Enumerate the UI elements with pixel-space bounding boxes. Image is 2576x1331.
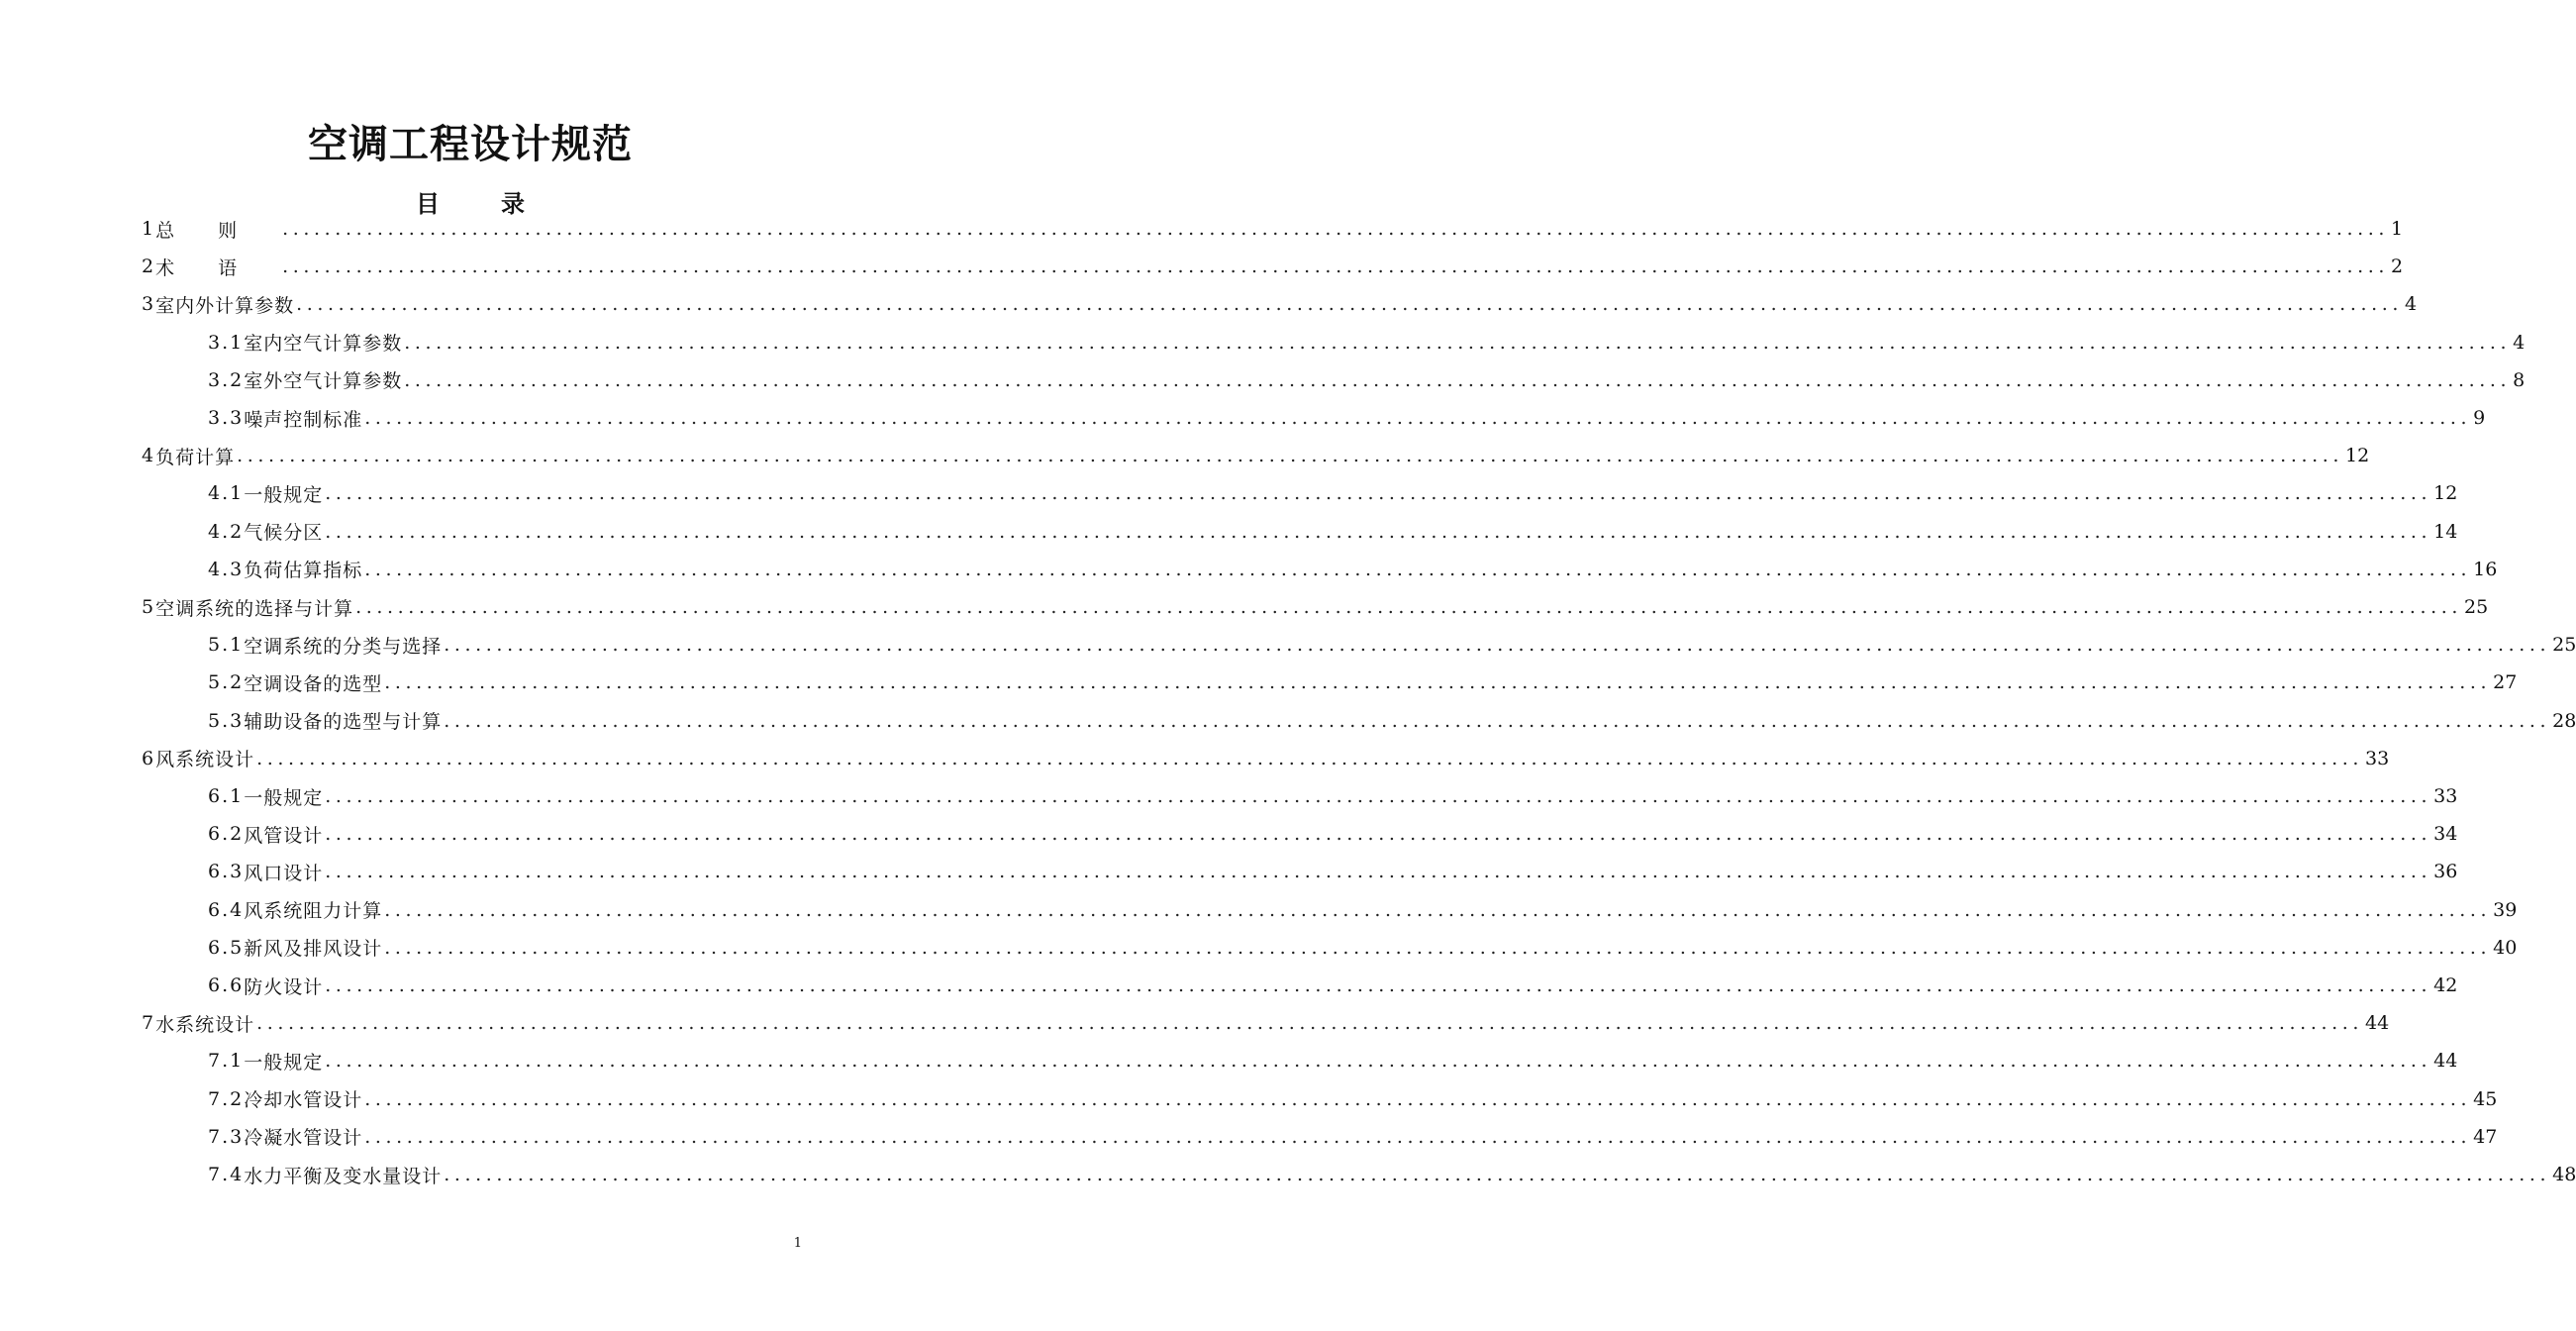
toc-entry-number: 1 (142, 218, 156, 240)
toc-entry-number: 6.6 (208, 974, 245, 996)
toc-entry-leader: ........................................................................................................................................................................................................ (296, 293, 2404, 316)
toc-entry-number: 4.2 (208, 520, 245, 543)
toc-entry-page: 2 (2391, 256, 2404, 278)
toc-entry[interactable] (208, 929, 2518, 967)
toc-entry-leader: ........................................................................................................................................................................................................ (444, 709, 2551, 732)
toc-entry-leader: ........................................................................................................................................................................................................ (325, 520, 2432, 543)
document-title: 空调工程设计规范 (308, 122, 633, 167)
toc-entry-page: 16 (2473, 558, 2498, 580)
toc-entry-number: 6.3 (208, 861, 245, 883)
toc-entry-page: 1 (2391, 218, 2404, 240)
toc-entry-number: 5 (142, 596, 156, 618)
toc-entry-leader: ........................................................................................................................................................................................................ (364, 1087, 2472, 1110)
toc-entry-number: 6.2 (208, 823, 245, 846)
toc-entry-title: 空调系统的选择与计算 (155, 597, 354, 620)
toc-entry-title: 风口设计 (244, 862, 324, 884)
toc-entry-title: 室内空气计算参数 (244, 333, 403, 356)
toc-entry-title: 冷却水管设计 (244, 1089, 363, 1112)
toc-entry[interactable] (208, 551, 2498, 588)
toc-entry[interactable] (142, 248, 2404, 285)
toc-entry-number: 7.3 (208, 1125, 245, 1148)
toc-entry[interactable] (208, 815, 2458, 853)
toc-entry-leader: ........................................................................................................................................................................................................ (325, 861, 2432, 883)
toc-entry-title: 防火设计 (244, 975, 324, 998)
toc-entry-page: 34 (2433, 823, 2458, 846)
toc-entry-number: 5.2 (208, 671, 245, 694)
toc-entry-title: 水系统设计 (155, 1013, 255, 1036)
toc-heading-char-2: 录 (501, 190, 525, 218)
toc-entry-title: 一般规定 (244, 1051, 324, 1074)
toc-entry-title: 总则 (155, 219, 281, 242)
toc-entry[interactable] (208, 513, 2458, 551)
toc-entry-page: 12 (2345, 445, 2370, 467)
toc-entry[interactable] (208, 702, 2576, 740)
toc-entry[interactable] (208, 1042, 2458, 1079)
toc-entry-page: 14 (2433, 520, 2458, 543)
toc-entry-title: 室外空气计算参数 (244, 370, 403, 393)
toc-entry-page: 44 (2433, 1050, 2458, 1073)
toc-entry[interactable] (142, 210, 2404, 248)
toc-entry-title: 风系统设计 (155, 749, 255, 771)
toc-entry-number: 6.5 (208, 936, 245, 959)
toc-entry-title: 气候分区 (244, 522, 324, 545)
toc-entry-title: 风管设计 (244, 824, 324, 847)
toc-entry-number: 6.1 (208, 785, 245, 807)
toc-entry-title: 一般规定 (244, 786, 324, 809)
toc-entry[interactable] (208, 474, 2458, 512)
toc-entry-page: 12 (2433, 482, 2458, 505)
toc-entry[interactable] (142, 1004, 2390, 1042)
toc-entry[interactable] (142, 588, 2489, 626)
toc-entry[interactable] (208, 1118, 2498, 1156)
toc-entry-page: 36 (2433, 861, 2458, 883)
toc-entry-leader: ........................................................................................................................................................................................................ (325, 974, 2432, 996)
toc-entry[interactable] (142, 285, 2418, 323)
toc-entry-page: 33 (2433, 785, 2458, 807)
toc-entry-title: 术语 (155, 256, 281, 279)
toc-entry-number: 3.1 (208, 331, 245, 354)
toc-entry-number: 4.3 (208, 558, 245, 580)
toc-entry-title: 冷凝水管设计 (244, 1127, 363, 1150)
toc-entry-page: 9 (2473, 407, 2486, 429)
toc-entry-page: 28 (2552, 709, 2576, 732)
toc-entry-leader: ........................................................................................................................................................................................................ (282, 218, 2390, 240)
toc-entry[interactable] (208, 664, 2518, 701)
toc-entry-number: 4.1 (208, 482, 245, 505)
toc-entry-number: 6 (142, 747, 156, 769)
toc-entry-number: 3 (142, 293, 156, 316)
toc-entry-title: 空调设备的选型 (244, 672, 383, 695)
toc-entry-page: 42 (2433, 974, 2458, 996)
toc-entry-leader: ........................................................................................................................................................................................................ (282, 256, 2390, 278)
toc-entry-title: 一般规定 (244, 483, 324, 506)
toc-entry-leader: ........................................................................................................................................................................................................ (325, 785, 2432, 807)
toc-entry[interactable] (208, 967, 2458, 1004)
toc-entry-number: 2 (142, 256, 156, 278)
toc-entry-page: 25 (2552, 634, 2576, 657)
toc-entry[interactable] (208, 1156, 2576, 1193)
toc-entry-leader: ........................................................................................................................................................................................................ (325, 1050, 2432, 1073)
toc-entry-leader: ........................................................................................................................................................................................................ (364, 1125, 2472, 1148)
toc-entry-number: 4 (142, 445, 156, 467)
toc-entry-leader: ........................................................................................................................................................................................................ (404, 331, 2512, 354)
toc-entry-number: 7 (142, 1012, 156, 1035)
toc-entry-page: 8 (2513, 368, 2526, 391)
toc-entry-page: 45 (2473, 1087, 2498, 1110)
toc-entry-number: 3.2 (208, 368, 245, 391)
toc-entry-page: 33 (2365, 747, 2390, 769)
toc-entry-leader: ........................................................................................................................................................................................................ (237, 445, 2344, 467)
toc-entry-number: 5.3 (208, 709, 245, 732)
toc-entry-page: 4 (2513, 331, 2526, 354)
toc-entry-leader: ........................................................................................................................................................................................................ (325, 823, 2432, 846)
toc-entry-page: 44 (2365, 1012, 2390, 1035)
toc-entry-number: 7.1 (208, 1050, 245, 1073)
toc-entry-number: 5.1 (208, 634, 245, 657)
toc-entry-title: 风系统阻力计算 (244, 900, 383, 923)
toc-entry-page: 47 (2473, 1125, 2498, 1148)
toc-entry[interactable] (208, 1080, 2498, 1118)
toc-entry-page: 25 (2464, 596, 2489, 618)
toc-entry[interactable] (208, 777, 2458, 815)
toc-entry-page: 27 (2493, 671, 2518, 694)
toc-entry-leader: ........................................................................................................................................................................................................ (364, 407, 2472, 429)
toc-entry-page: 40 (2493, 936, 2518, 959)
toc-entry-leader: ........................................................................................................................................................................................................ (384, 898, 2492, 921)
toc-entry-page: 4 (2405, 293, 2418, 316)
toc-entry-title: 噪声控制标准 (244, 408, 363, 431)
toc-entry-number: 3.3 (208, 407, 245, 429)
toc-entry-leader: ........................................................................................................................................................................................................ (364, 558, 2472, 580)
toc-entry-title: 负荷计算 (155, 446, 236, 468)
page-number: 1 (793, 1236, 802, 1251)
toc-entry-leader: ........................................................................................................................................................................................................ (444, 1164, 2551, 1185)
toc-entry[interactable] (142, 740, 2390, 777)
toc-entry-number: 7.2 (208, 1087, 245, 1110)
toc-entry-number: 7.4 (208, 1164, 245, 1185)
toc-entry-title: 新风及排风设计 (244, 938, 383, 961)
toc-entry-page: 48 (2552, 1164, 2576, 1185)
toc-entry-number: 6.4 (208, 898, 245, 921)
toc-entry-leader: ........................................................................................................................................................................................................ (384, 936, 2492, 959)
toc-entry[interactable] (208, 324, 2526, 361)
toc-entry-leader: ........................................................................................................................................................................................................ (256, 747, 2364, 769)
toc-entry-title: 室内外计算参数 (155, 294, 295, 317)
toc-entry-title: 空调系统的分类与选择 (244, 635, 443, 658)
toc-entry-title: 水力平衡及变水量设计 (244, 1165, 443, 1187)
toc-heading-char-1: 目 (416, 190, 440, 218)
toc-entry-page: 39 (2493, 898, 2518, 921)
toc-entry[interactable] (208, 361, 2526, 399)
toc-entry-leader: ........................................................................................................................................................................................................ (256, 1012, 2364, 1035)
toc-entry[interactable] (208, 399, 2486, 437)
toc-entry-title: 辅助设备的选型与计算 (244, 711, 443, 734)
toc-entry[interactable] (208, 891, 2518, 929)
toc-entry[interactable] (208, 626, 2576, 664)
toc-entry-leader: ........................................................................................................................................................................................................ (355, 596, 2463, 618)
toc-entry[interactable] (142, 437, 2370, 474)
toc-entry-leader: ........................................................................................................................................................................................................ (444, 634, 2551, 657)
toc-entry-leader: ........................................................................................................................................................................................................ (404, 368, 2512, 391)
toc-entry-leader: ........................................................................................................................................................................................................ (384, 671, 2492, 694)
toc-entry[interactable] (208, 853, 2458, 890)
toc-entry-title: 负荷估算指标 (244, 560, 363, 582)
toc-entry-leader: ........................................................................................................................................................................................................ (325, 482, 2432, 505)
